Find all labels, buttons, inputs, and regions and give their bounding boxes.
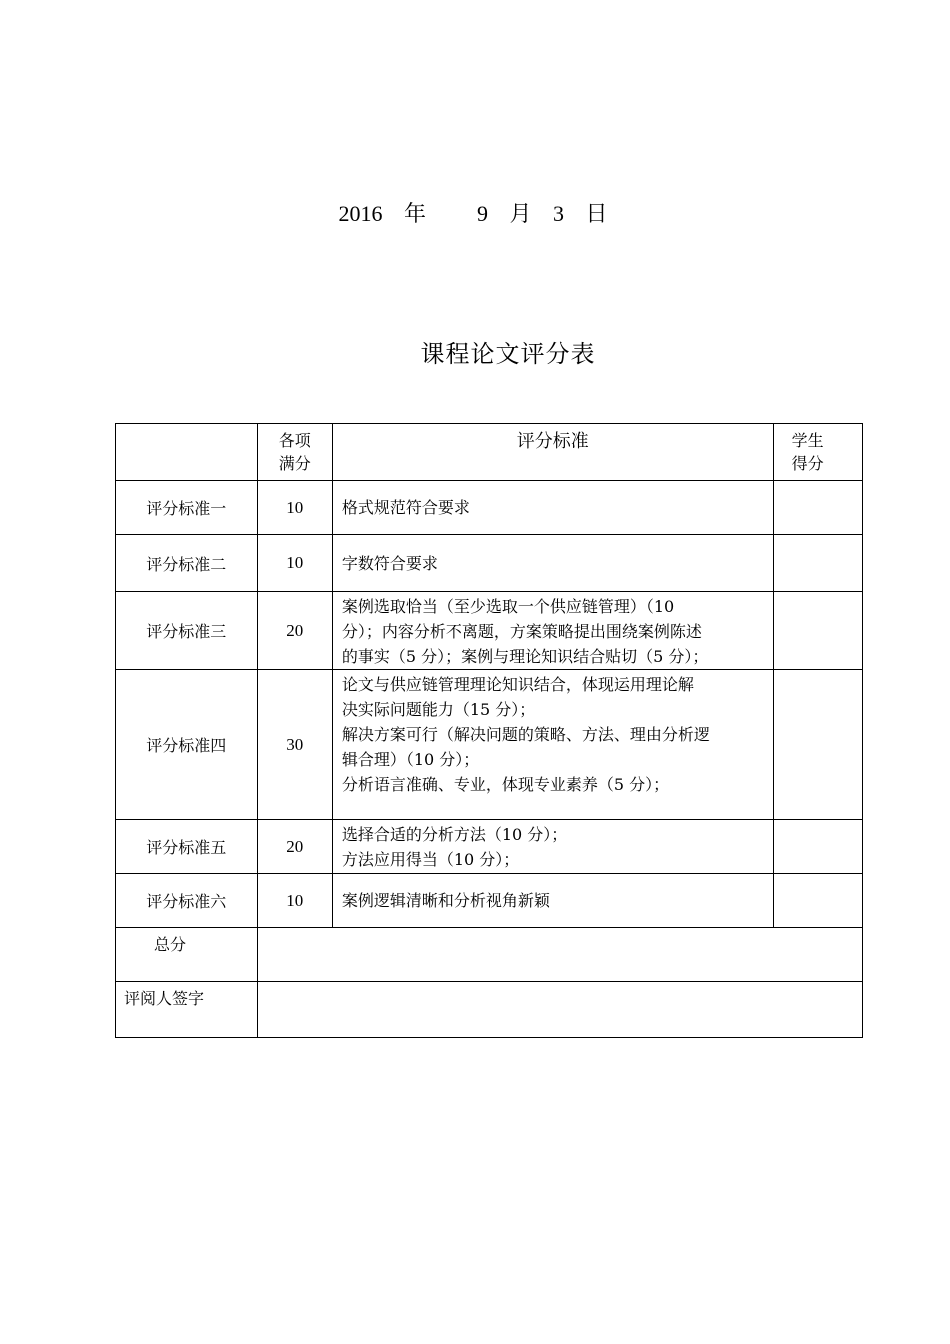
reviewer-signature-cell[interactable] (257, 982, 862, 1038)
criteria-description (332, 592, 773, 670)
criteria-max-score: 20 (257, 592, 332, 670)
date-line (0, 197, 950, 228)
page-title: 课程论文评分表 (420, 340, 596, 368)
date-day-unit: 日 (585, 201, 608, 226)
student-score-cell[interactable] (773, 481, 862, 535)
criteria-description-line: 方法应用得当（10 分）； (341, 849, 520, 869)
header-max-score-line-1: 各项 (278, 431, 311, 450)
criteria-label: 评分标准二 (116, 535, 258, 592)
total-row (116, 928, 863, 982)
criteria-max-score: 10 (257, 481, 332, 535)
date-month: 9 (476, 201, 488, 226)
criteria-row (116, 592, 863, 670)
header-max-score (257, 424, 332, 481)
criteria-label: 评分标准五 (116, 820, 258, 874)
date-year-unit: 年 (403, 201, 426, 226)
criteria-description-line: 分析语言准确、专业，体现专业素养（5 分）； (341, 775, 670, 794)
date-year: 2016 (338, 201, 383, 226)
criteria-max-score: 20 (257, 820, 332, 874)
criteria-description (332, 481, 773, 535)
criteria-description-line: 论文与供应链管理理论知识结合，体现运用理论解 (341, 675, 694, 694)
header-student-score-line-1: 学生 (791, 431, 824, 450)
criteria-description (332, 670, 773, 820)
total-label: 总分 (116, 928, 258, 982)
criteria-description-line: 选择合适的分析方法（10 分）； (341, 824, 568, 844)
criteria-description-line: 字数符合要求 (341, 553, 438, 573)
student-score-cell[interactable] (773, 670, 862, 820)
criteria-description-line: 案例选取恰当（至少选取一个供应链管理）（10 (341, 597, 675, 616)
criteria-description-line: 辑合理）（10 分）； (341, 750, 480, 769)
criteria-label: 评分标准一 (116, 481, 258, 535)
criteria-description-line: 的事实（5 分）；案例与理论知识结合贴切（5 分）； (341, 647, 709, 666)
criteria-label: 评分标准四 (116, 670, 258, 820)
criteria-description (332, 874, 773, 928)
criteria-description-line: 格式规范符合要求 (341, 498, 470, 517)
criteria-row (116, 670, 863, 820)
reviewer-row (116, 982, 863, 1038)
header-student-score (773, 424, 862, 481)
student-score-cell[interactable] (773, 874, 862, 928)
grading-table (115, 423, 863, 1038)
date-month-unit: 月 (509, 201, 532, 226)
criteria-row (116, 874, 863, 928)
reviewer-label: 评阅人签字 (116, 982, 258, 1038)
criteria-description-line: 决实际问题能力（15 分）； (341, 700, 536, 719)
criteria-description (332, 820, 773, 874)
criteria-description-line: 解决方案可行（解决问题的策略、方法、理由分析逻 (341, 725, 710, 744)
header-empty-cell (116, 424, 258, 481)
criteria-max-score: 30 (257, 670, 332, 820)
header-criteria: 评分标准 (332, 424, 773, 481)
criteria-max-score: 10 (257, 874, 332, 928)
student-score-cell[interactable] (773, 592, 862, 670)
criteria-max-score: 10 (257, 535, 332, 592)
total-value-cell[interactable] (257, 928, 862, 982)
date-day: 3 (553, 201, 564, 226)
header-max-score-line-2: 满分 (278, 454, 311, 473)
criteria-description-line: 案例逻辑清晰和分析视角新颖 (341, 891, 550, 910)
student-score-cell[interactable] (773, 820, 862, 874)
criteria-row (116, 820, 863, 874)
criteria-description-line: 分）；内容分析不离题，方案策略提出围绕案例陈述 (341, 622, 702, 641)
criteria-row (116, 481, 863, 535)
student-score-cell[interactable] (773, 535, 862, 592)
criteria-description (332, 535, 773, 592)
header-student-score-line-2: 得分 (791, 454, 824, 473)
criteria-label: 评分标准六 (116, 874, 258, 928)
criteria-row (116, 535, 863, 592)
header-row (116, 424, 863, 481)
criteria-label: 评分标准三 (116, 592, 258, 670)
